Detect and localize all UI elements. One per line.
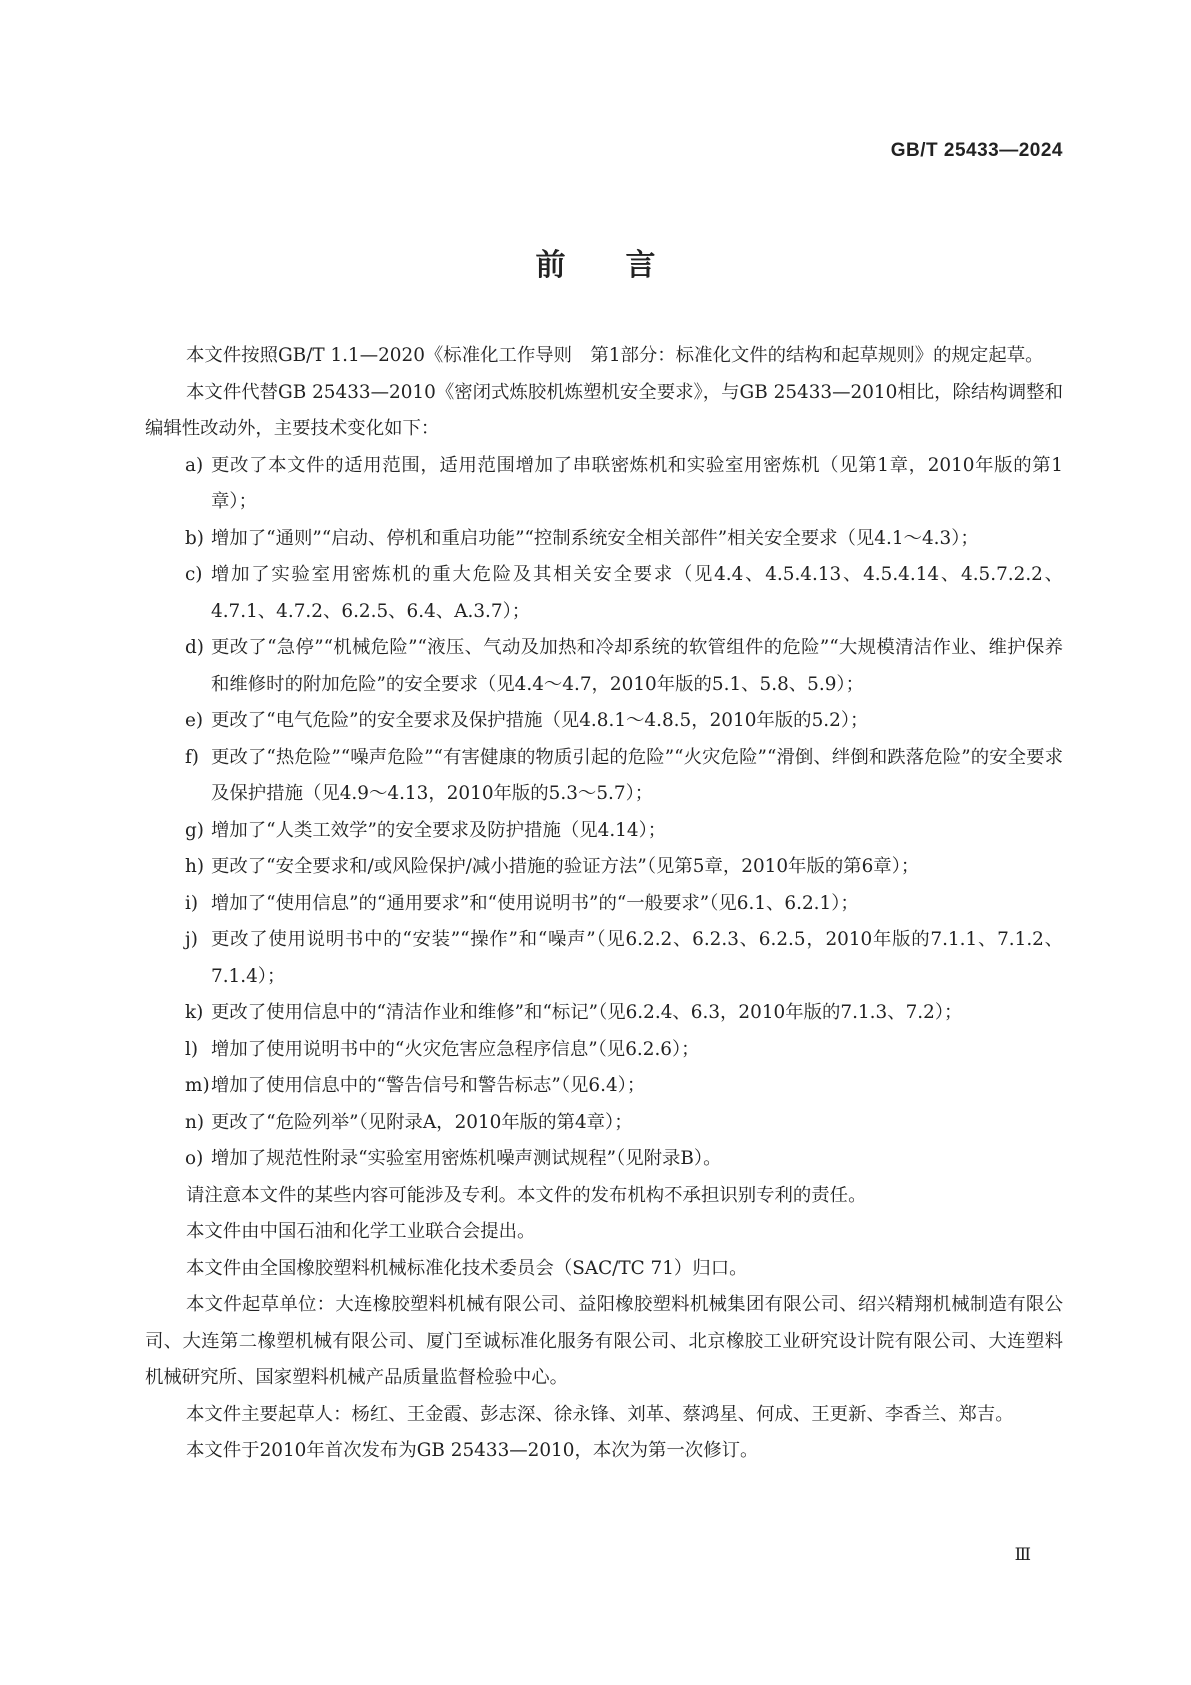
list-item [145, 740, 1063, 813]
list-item [145, 557, 1063, 630]
list-item-text: 更改了“热危险”“噪声危险”“有害健康的物质引起的危险”“火灾危险”“滑倒、绊倒和跌落危险”的安全要求及保护措施（见4.9～4.13，2010年版的5.3～5.7）； [211, 746, 1063, 804]
list-item-text: 增加了使用信息中的“警告信号和警告标志”（见6.4）； [211, 1075, 646, 1096]
list-item-label: i) [185, 892, 199, 914]
paragraph: 本文件主要起草人：杨红、王金霞、彭志深、徐永锋、刘革、蔡鸿星、何成、王更新、李香兰、郑吉。 [186, 1403, 1014, 1425]
list-item-label: m) [185, 1075, 210, 1096]
list-item [145, 448, 1063, 521]
list-item-text: 更改了“安全要求和/或风险保护/减小措施的验证方法”（见第5章，2010年版的第6章）； [211, 856, 920, 877]
list-item-text: 更改了“急停”“机械危险”“液压、气动及加热和冷却系统的软管组件的危险”“大规模清洁作业、维护保养和维修时的附加危险”的安全要求（见4.4～4.7，2010年版的5.1、5.8、5.9）； [211, 637, 1063, 695]
list-item-label: h) [185, 856, 205, 877]
list-item-text: 增加了“使用信息”的“通用要求”和“使用说明书”的“一般要求”（见6.1、6.2.1）； [211, 892, 859, 914]
list-item [145, 630, 1063, 703]
list-item [145, 922, 1063, 995]
list-item-label: b) [185, 527, 204, 549]
list-item [145, 1141, 1063, 1178]
list-item-text: 增加了规范性附录“实验室用密炼机噪声测试规程”（见附录B）。 [211, 1148, 722, 1169]
list-item [145, 886, 1063, 923]
list-item-label: c) [185, 564, 203, 585]
list-item-label: j) [185, 929, 198, 950]
paragraph: 本文件由全国橡胶塑料机械标准化技术委员会（SAC/TC 71）归口。 [186, 1257, 748, 1279]
list-item-label: g) [185, 819, 204, 841]
list-item [145, 813, 1063, 850]
list-item-text: 更改了使用说明书中的“安装”“操作”和“噪声”（见6.2.2、6.2.3、6.2.5，2010年版的7.1.1、7.1.2、7.1.4）； [211, 929, 1063, 987]
list-item-text: 增加了实验室用密炼机的重大危险及其相关安全要求（见4.4、4.5.4.13、4.5.4.14、4.5.7.2.2、4.7.1、4.7.2、6.2.5、6.4、A.3.7）； [211, 564, 1063, 622]
standard-code: GB/T 25433—2024 [890, 140, 1063, 161]
list-item-label: n) [185, 1111, 205, 1133]
list-item-label: l) [185, 1038, 199, 1060]
foreword-body [145, 338, 1063, 1470]
paragraph: 本文件起草单位：大连橡胶塑料机械有限公司、益阳橡胶塑料机械集团有限公司、绍兴精翔机械制造有限公司、大连第二橡塑机械有限公司、厦门至诚标准化服务有限公司、北京橡胶工业研究设计院有限公司、大连塑料机械研究所、国家塑料机械产品质量监督检验中心。 [145, 1294, 1063, 1388]
list-item [145, 1068, 1063, 1105]
list-item-text: 更改了“危险列举”（见附录A，2010年版的第4章）； [211, 1111, 633, 1133]
paragraph: 本文件代替GB 25433—2010《密闭式炼胶机炼塑机安全要求》，与GB 25433—2010相比，除结构调整和编辑性改动外，主要技术变化如下： [145, 381, 1063, 439]
list-item-text: 更改了本文件的适用范围，适用范围增加了串联密炼机和实验室用密炼机（见第1章，2010年版的第1章）； [211, 454, 1063, 512]
list-item-label: o) [185, 1148, 204, 1169]
list-item-label: d) [185, 637, 204, 658]
list-item [145, 1032, 1063, 1069]
list-item [145, 995, 1063, 1032]
paragraph: 本文件于2010年首次发布为GB 25433—2010，本次为第一次修订。 [186, 1440, 759, 1461]
list-item-label: e) [185, 710, 204, 731]
list-item-text: 增加了使用说明书中的“火灾危害应急程序信息”（见6.2.6）； [211, 1038, 700, 1060]
list-item-text: 增加了“通则”“启动、停机和重启功能”“控制系统安全相关部件”相关安全要求（见4.1～4.3）； [211, 527, 979, 549]
list-item [145, 849, 1063, 886]
list-item [145, 703, 1063, 740]
list-item-text: 增加了“人类工效学”的安全要求及防护措施（见4.14）； [211, 819, 667, 841]
list-item [145, 521, 1063, 558]
list-item [145, 1105, 1063, 1142]
paragraph: 本文件按照GB/T 1.1—2020《标准化工作导则 第1部分：标准化文件的结构和起草规则》的规定起草。 [186, 345, 1044, 366]
page-title: 前言 [535, 248, 716, 283]
list-item-label: f) [185, 746, 199, 768]
page-number: Ⅲ [1014, 1545, 1031, 1565]
paragraph: 本文件由中国石油和化学工业联合会提出。 [186, 1221, 536, 1242]
paragraph: 请注意本文件的某些内容可能涉及专利。本文件的发布机构不承担识别专利的责任。 [186, 1184, 867, 1206]
list-item-label: k) [185, 1002, 204, 1023]
list-item-text: 更改了使用信息中的“清洁作业和维修”和“标记”（见6.2.4、6.3，2010年版的7.1.3、7.2）； [211, 1002, 963, 1023]
list-item-label: a) [185, 454, 204, 476]
list-item-text: 更改了“电气危险”的安全要求及保护措施（见4.8.1～4.8.5，2010年版的5.2）； [211, 710, 869, 731]
